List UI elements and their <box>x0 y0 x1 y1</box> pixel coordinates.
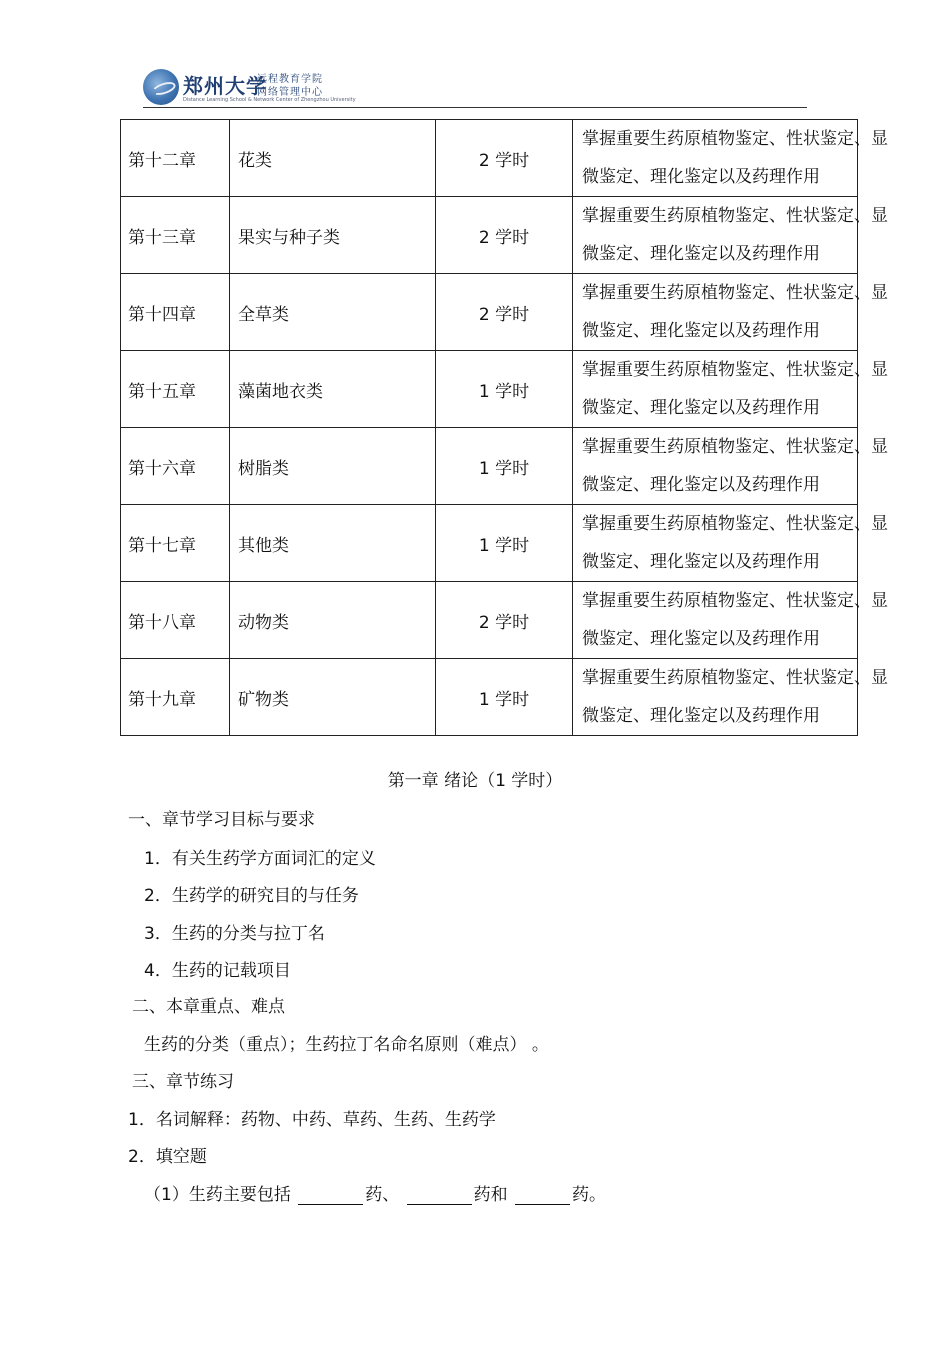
topic-cell: 矿物类 <box>230 659 436 736</box>
page-header <box>143 66 807 110</box>
brand-subtitle-school: 远程教育学院 <box>257 74 323 85</box>
chapter-cell: 第十二章 <box>121 120 230 197</box>
hours-cell: 2 学时 <box>436 197 573 274</box>
chapter-cell: 第十五章 <box>121 351 230 428</box>
objective-line: 掌握重要生药原植物鉴定、性状鉴定、显 <box>582 360 888 380</box>
syllabus-table <box>120 119 888 736</box>
topic-cell: 动物类 <box>230 582 436 659</box>
brand-english-name: Distance Learning School & Network Center of Zhengzhou University <box>183 97 356 103</box>
table-row <box>121 582 858 659</box>
hours-cell: 2 学时 <box>436 582 573 659</box>
goal-item: 4．生药的记载项目 <box>144 961 291 981</box>
university-logo-icon <box>143 69 179 105</box>
chapter-cell: 第十七章 <box>121 505 230 582</box>
objective-cell <box>573 659 888 736</box>
hours-cell: 2 学时 <box>436 120 573 197</box>
objective-line: 掌握重要生药原植物鉴定、性状鉴定、显 <box>582 283 888 303</box>
key-points-text: 生药的分类（重点）；生药拉丁名命名原则（难点） 。 <box>144 1035 549 1055</box>
answer-blank <box>407 1186 472 1205</box>
fill-part: 药。 <box>572 1185 607 1205</box>
chapter-cell: 第十四章 <box>121 274 230 351</box>
brand-name: 郑州大学 <box>183 74 267 98</box>
objective-line: 掌握重要生药原植物鉴定、性状鉴定、显 <box>582 129 888 149</box>
objective-line: 微鉴定、理化鉴定以及药理作用 <box>582 552 820 572</box>
objective-line: 掌握重要生药原植物鉴定、性状鉴定、显 <box>582 514 888 534</box>
objective-line: 掌握重要生药原植物鉴定、性状鉴定、显 <box>582 591 888 611</box>
objective-line: 微鉴定、理化鉴定以及药理作用 <box>582 244 820 264</box>
objective-cell <box>573 505 888 582</box>
question-fill-heading: 2．填空题 <box>128 1147 207 1167</box>
objective-line: 微鉴定、理化鉴定以及药理作用 <box>582 629 820 649</box>
practice-heading: 三、章节练习 <box>132 1072 234 1092</box>
topic-cell: 全草类 <box>230 274 436 351</box>
chapter-cell: 第十九章 <box>121 659 230 736</box>
objective-line: 掌握重要生药原植物鉴定、性状鉴定、显 <box>582 437 888 457</box>
table-row <box>121 197 858 274</box>
hours-cell: 1 学时 <box>436 351 573 428</box>
answer-blank <box>515 1186 570 1205</box>
answer-blank <box>298 1186 363 1205</box>
objective-line: 微鉴定、理化鉴定以及药理作用 <box>582 167 820 187</box>
fill-in-question <box>144 1180 606 1205</box>
fill-prefix: （1）生药主要包括 <box>144 1185 291 1205</box>
objective-line: 掌握重要生药原植物鉴定、性状鉴定、显 <box>582 668 888 688</box>
goal-item: 1．有关生药学方面词汇的定义 <box>144 849 376 869</box>
objective-cell <box>573 120 888 197</box>
hours-cell: 1 学时 <box>436 505 573 582</box>
objective-cell <box>573 197 888 274</box>
hours-cell: 1 学时 <box>436 659 573 736</box>
fill-part: 药、 <box>365 1185 400 1205</box>
key-points-heading: 二、本章重点、难点 <box>132 997 285 1017</box>
table-row <box>121 505 858 582</box>
table-row <box>121 428 858 505</box>
objective-cell <box>573 582 888 659</box>
objective-line: 微鉴定、理化鉴定以及药理作用 <box>582 321 820 341</box>
goals-heading: 一、章节学习目标与要求 <box>128 810 315 830</box>
header-divider <box>143 107 807 108</box>
objective-cell <box>573 274 888 351</box>
chapter-cell: 第十六章 <box>121 428 230 505</box>
table-row <box>121 274 858 351</box>
hours-cell: 1 学时 <box>436 428 573 505</box>
table-row <box>121 351 858 428</box>
objective-cell <box>573 428 888 505</box>
topic-cell: 果实与种子类 <box>230 197 436 274</box>
fill-part: 药和 <box>473 1185 508 1205</box>
table-row <box>121 120 858 197</box>
chapter-title: 第一章 绪论（1 学时） <box>387 771 563 791</box>
hours-cell: 2 学时 <box>436 274 573 351</box>
table-row <box>121 659 858 736</box>
topic-cell: 藻菌地衣类 <box>230 351 436 428</box>
objective-line: 掌握重要生药原植物鉴定、性状鉴定、显 <box>582 206 888 226</box>
goal-item: 3．生药的分类与拉丁名 <box>144 924 325 944</box>
objective-cell <box>573 351 888 428</box>
chapter-cell: 第十三章 <box>121 197 230 274</box>
topic-cell: 花类 <box>230 120 436 197</box>
objective-line: 微鉴定、理化鉴定以及药理作用 <box>582 706 820 726</box>
objective-line: 微鉴定、理化鉴定以及药理作用 <box>582 398 820 418</box>
brand-subtitle-center: 网络管理中心 <box>257 87 323 98</box>
topic-cell: 树脂类 <box>230 428 436 505</box>
goal-item: 2．生药学的研究目的与任务 <box>144 886 359 906</box>
question-definitions: 1．名词解释：药物、中药、草药、生药、生药学 <box>128 1110 496 1130</box>
chapter-cell: 第十八章 <box>121 582 230 659</box>
objective-line: 微鉴定、理化鉴定以及药理作用 <box>582 475 820 495</box>
topic-cell: 其他类 <box>230 505 436 582</box>
